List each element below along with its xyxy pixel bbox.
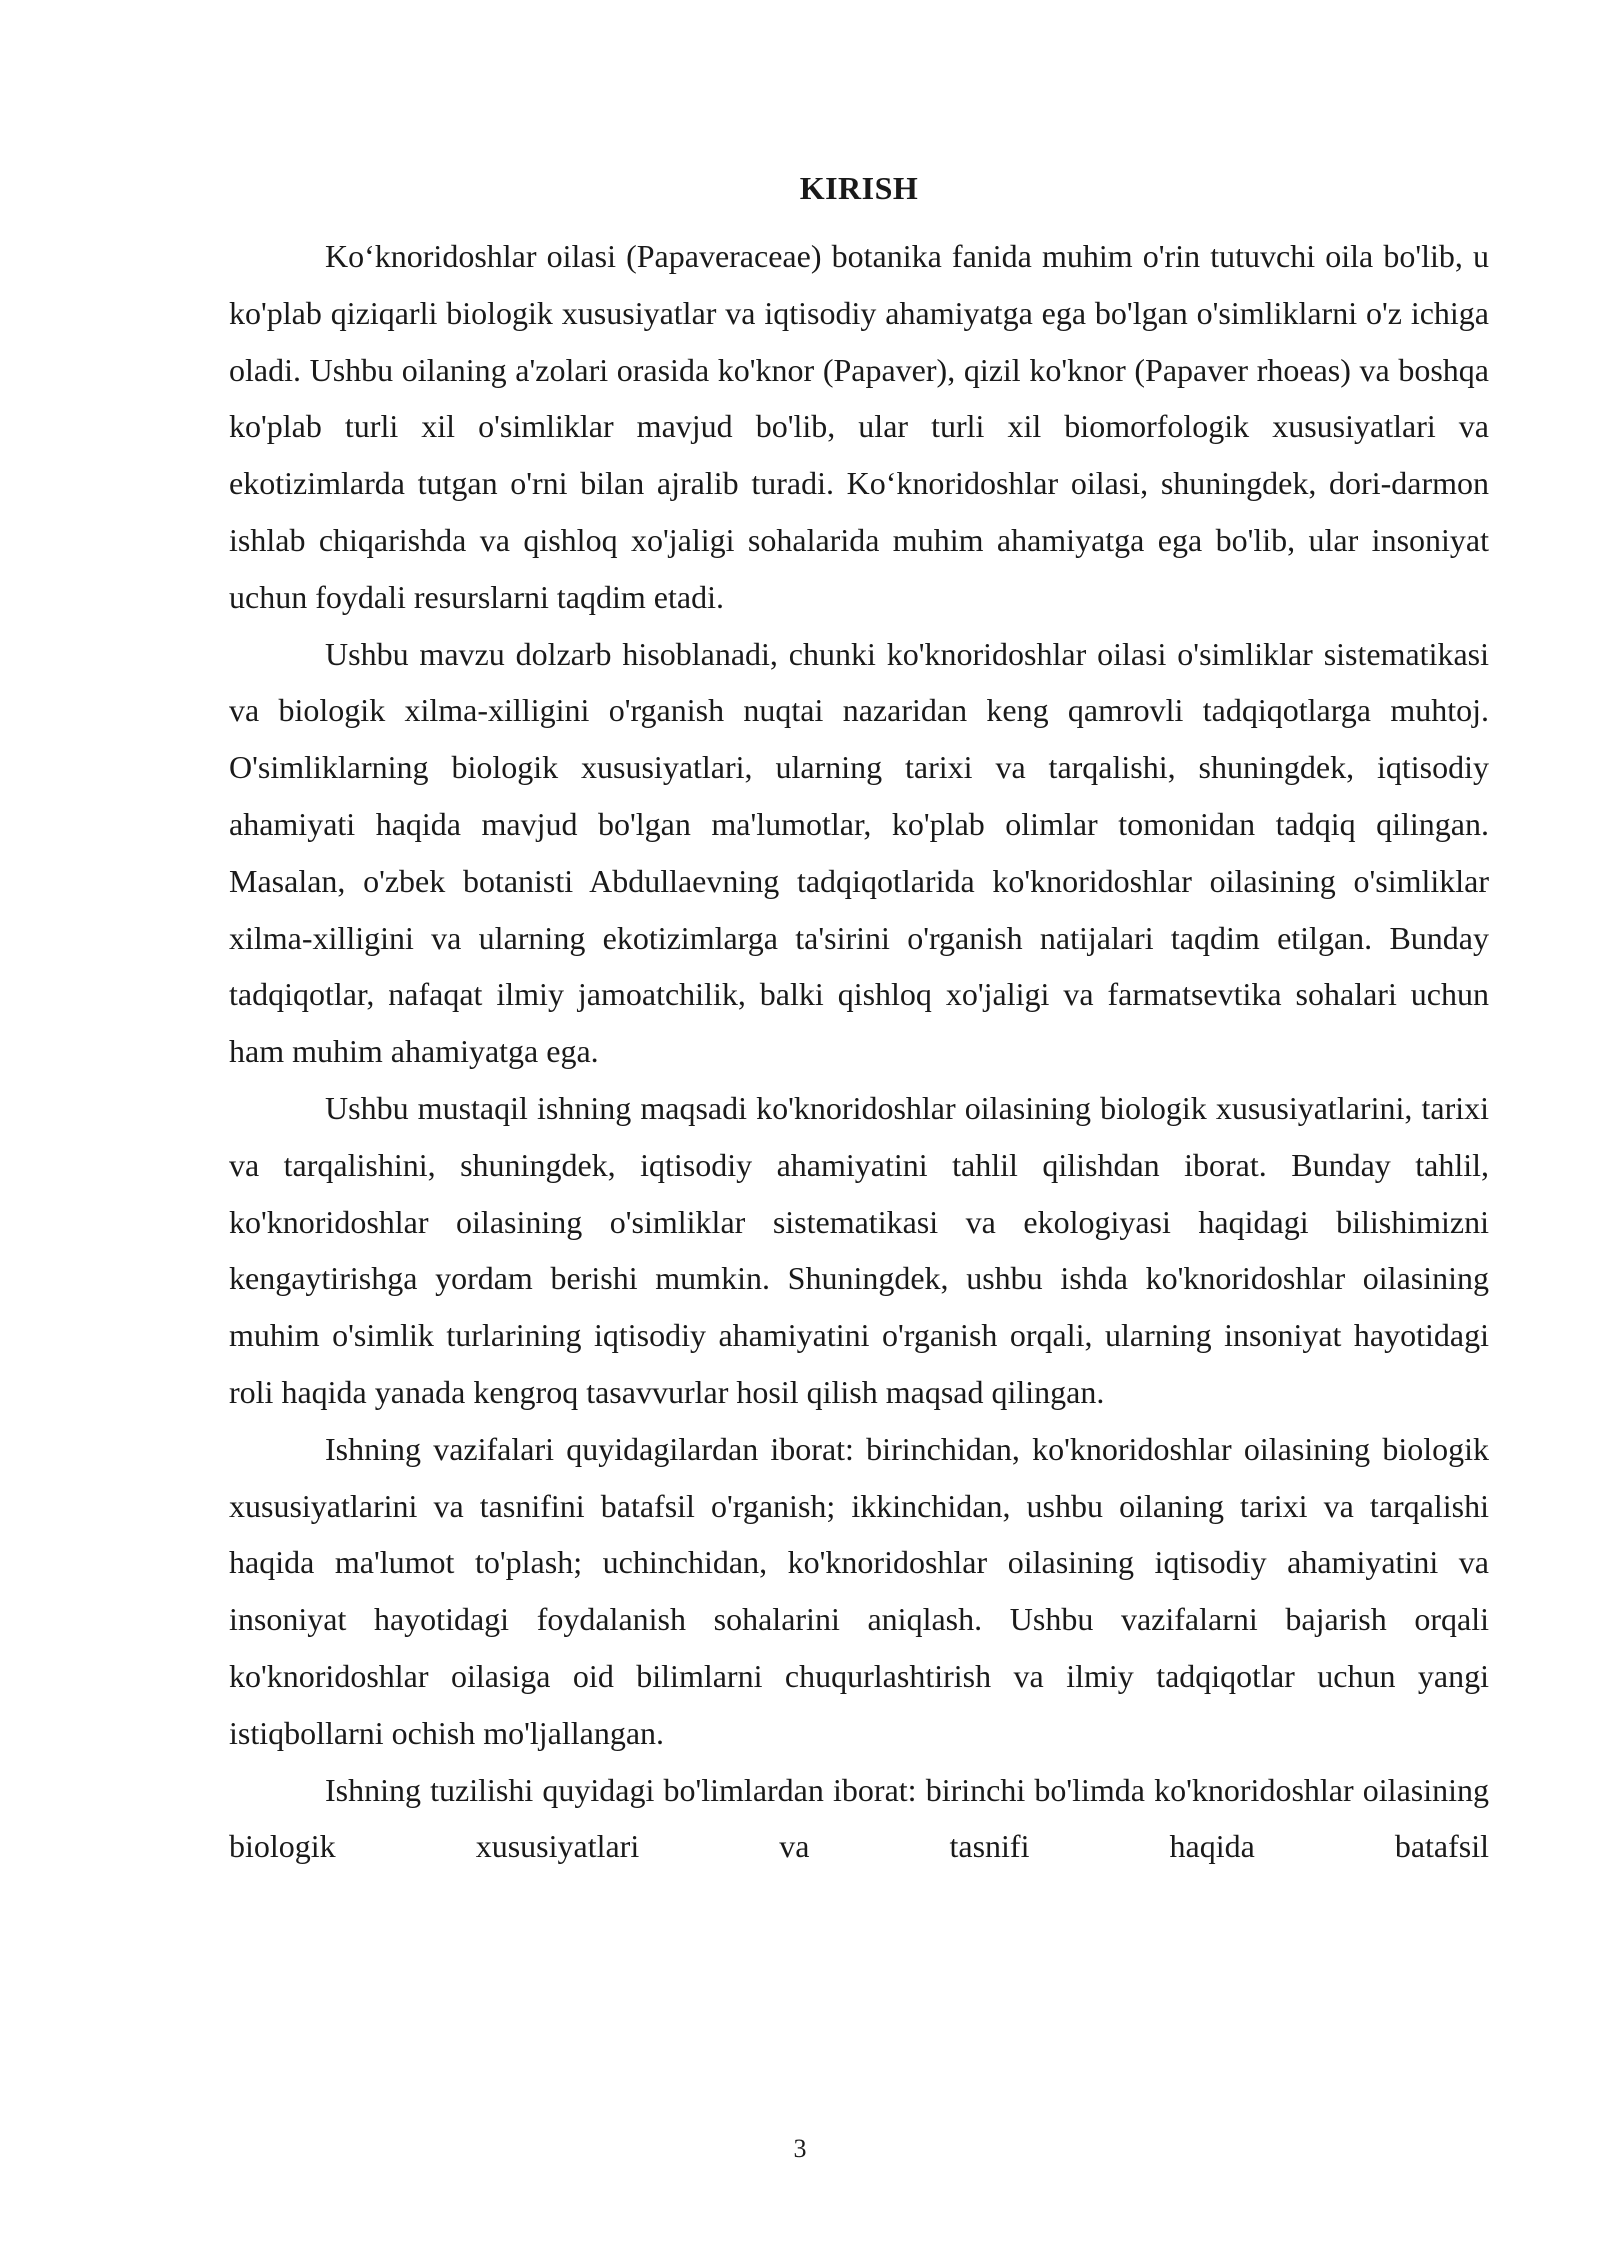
paragraph-2: Ushbu mavzu dolzarb hisoblanadi, chunki ko'knoridoshlar oilasi o'simliklar sistematikasi va biologik xilma-xilligini o'rganish nuqtai nazaridan keng qamrovli tadqiqotlarga muhtoj. O'simliklarning biologik xususiyatlari, ularning tarixi va tarqalishi, shuningdek, iqtisodiy ahamiyati haqida mavjud bo'lgan ma'lumotlar, ko'plab olimlar tomonidan tadqiq qilingan. Masalan, o'zbek botanisti Abdullaevning tadqiqotlarida ko'knoridoshlar oilasining o'simliklar xilma-xilligini va ularning ekotizimlarga ta'sirini o'rganish natijalari taqdim etilgan. Bunday tadqiqotlar, nafaqat ilmiy jamoatchilik, balki qishloq xo'jaligi va farmatsevtika sohalari uchun ham muhim ahamiyatga ega. [229, 635, 1489, 1070]
page-content [229, 160, 1489, 1875]
paragraph-5: Ishning tuzilishi quyidagi bo'limlardan iborat: birinchi bo'limda ko'knoridoshlar oilasining biologik xususiyatlari va tasnifi haqida batafsil [229, 1771, 1489, 1865]
paragraph-4: Ishning vazifalari quyidagilardan iborat: birinchidan, ko'knoridoshlar oilasining biologik xususiyatlarini va tasnifini batafsil o'rganish; ikkinchidan, ushbu oilaning tarixi va tarqalishi haqida ma'lumot to'plash; uchinchidan, ko'knoridoshlar oilasining iqtisodiy ahamiyatini va insoniyat hayotidagi foydalanish sohalarini aniqlash. Ushbu vazifalarni bajarish orqali ko'knoridoshlar oilasiga oid bilimlarni chuqurlashtirish va ilmiy tadqiqotlar uchun yangi istiqbollarni ochish mo'ljallangan. [229, 1430, 1489, 1751]
page-number: 3 [793, 2134, 807, 2163]
section-title: KIRISH [799, 170, 919, 206]
paragraph-3: Ushbu mustaqil ishning maqsadi ko'knoridoshlar oilasining biologik xususiyatlarini, tarixi va tarqalishini, shuningdek, iqtisodiy ahamiyatini tahlil qilishdan iborat. Bunday tahlil, ko'knoridoshlar oilasining o'simliklar sistematikasi va ekologiyasi haqidagi bilishimizni kengaytirishga yordam berishi mumkin. Shuningdek, ushbu ishda ko'knoridoshlar oilasining muhim o'simlik turlarining iqtisodiy ahamiyatini o'rganish orqali, ularning insoniyat hayotidagi roli haqida yanada kengroq tasavvurlar hosil qilish maqsad qilingan. [229, 1089, 1489, 1410]
paragraph-1: Ko‘knoridoshlar oilasi (Papaveraceae) botanika fanida muhim o'rin tutuvchi oila bo'lib, u ko'plab qiziqarli biologik xususiyatlar va iqtisodiy ahamiyatga ega bo'lgan o'simliklarni o'z ichiga oladi. Ushbu oilaning a'zolari orasida ko'knor (Papaver), qizil ko'knor (Papaver rhoeas) va boshqa ko'plab turli xil o'simliklar mavjud bo'lib, ular turli xil biomorfologik xususiyatlari va ekotizimlarda tutgan o'rni bilan ajralib turadi. Ko‘knoridoshlar oilasi, shuningdek, dori-darmon ishlab chiqarishda va qishloq xo'jaligi sohalarida muhim ahamiyatga ega bo'lib, ular insoniyat uchun foydali resurslarni taqdim etadi. [229, 238, 1489, 615]
